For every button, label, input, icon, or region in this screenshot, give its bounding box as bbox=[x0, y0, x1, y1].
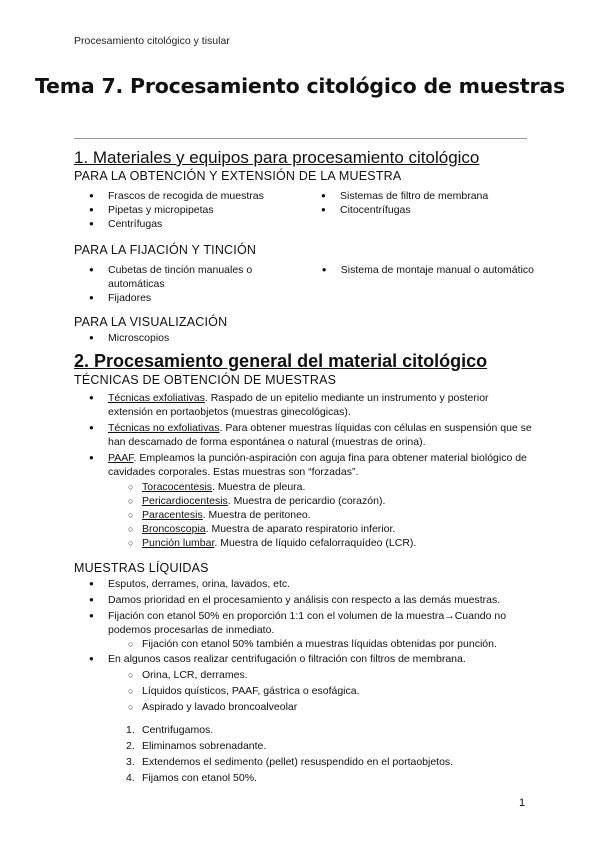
paaf-sublist bbox=[74, 480, 534, 550]
list-item: ● Cubetas de tinción manuales o automáticas bbox=[74, 263, 307, 291]
fijacion-list bbox=[74, 263, 534, 305]
tecnicas-heading: TÉCNICAS DE OBTENCIÓN DE MUESTRAS bbox=[74, 373, 337, 387]
list-item: ● Fijación con etanol 50% en proporción 1:1 con el volumen de la muestra→Cuando no podemos procesarlas de inmediato. bbox=[74, 609, 534, 637]
list-item: ● Sistemas de filtro de membrana bbox=[306, 189, 488, 203]
list-item: ○ Toracocentesis. Muestra de pleura. bbox=[74, 480, 534, 494]
list-item: 3. Extendemos el sedimento (pellet) resuspendido en el portaobjetos. bbox=[126, 756, 454, 768]
section-2-heading: 2. Procesamiento general del material citológico bbox=[74, 351, 488, 371]
list-item: ○ Pericardiocentesis. Muestra de pericardio (corazón). bbox=[74, 494, 534, 508]
list-item: ○ Orina, LCR, derrames. bbox=[74, 668, 534, 682]
list-item: ○ Líquidos quísticos, PAAF, gástrica o esofágica. bbox=[74, 684, 534, 698]
list-item: ● PAAF. Empleamos la punción-aspiración con aguja fina para obtener material biológico de cavidades corporales. Estas muestras son “forzadas”. bbox=[74, 451, 534, 479]
centrifugacion-sublist bbox=[74, 668, 534, 714]
title-divider bbox=[74, 138, 527, 139]
list-item: ● Microscopios bbox=[74, 331, 534, 345]
list-item: 4. Fijamos con etanol 50%. bbox=[126, 772, 257, 784]
list-item: ● Frascos de recogida de muestras bbox=[74, 189, 306, 203]
list-item: ● Damos prioridad en el procesamiento y análisis con respecto a las demás muestras. bbox=[74, 593, 534, 607]
liquidas-heading: MUESTRAS LÍQUIDAS bbox=[74, 561, 209, 575]
fijacion-heading: PARA LA FIJACIÓN Y TINCIÓN bbox=[74, 243, 257, 257]
list-item: ● Pipetas y micropipetas bbox=[74, 203, 306, 217]
list-item: ○ Fijación con etanol 50% también a muestras líquidas obtenidas por punción. bbox=[74, 637, 534, 651]
list-item: ○ Broncoscopia. Muestra de aparato respiratorio inferior. bbox=[74, 522, 534, 536]
visualizacion-list bbox=[74, 331, 534, 345]
list-item: ● Fijadores bbox=[74, 291, 307, 305]
list-item: ○ Paracentesis. Muestra de peritoneo. bbox=[74, 508, 534, 522]
section-1-heading: 1. Materiales y equipos para procesamiento citológico bbox=[74, 148, 480, 167]
page-header: Procesamiento citológico y tisular bbox=[74, 35, 230, 47]
list-item: 1. Centrifugamos. bbox=[126, 724, 214, 736]
page-number: 1 bbox=[519, 797, 526, 809]
page-title: Tema 7. Procesamiento citológico de muestras bbox=[34, 74, 566, 98]
list-item: ● En algunos casos realizar centrifugación o filtración con filtros de membrana. bbox=[74, 652, 534, 666]
list-item: ● Técnicas exfoliativas. Raspado de un epitelio mediante un instrumento y posterior extensión en portaobjetos (muestras ginecológicas). bbox=[74, 391, 534, 419]
liquidas-list-cont bbox=[74, 652, 534, 666]
steps-list bbox=[74, 723, 534, 785]
tecnicas-list bbox=[74, 391, 534, 479]
list-item: 2. Eliminamos sobrenadante. bbox=[126, 740, 267, 752]
list-item: ○ Aspirado y lavado broncoalveolar bbox=[74, 700, 534, 714]
list-item: ● Centrífugas bbox=[74, 217, 306, 231]
obtencion-list bbox=[74, 189, 534, 231]
liquidas-list bbox=[74, 577, 534, 637]
list-item: ● Esputos, derrames, orina, lavados, etc. bbox=[74, 577, 534, 591]
list-item: ● Citocentrífugas bbox=[306, 203, 488, 217]
document-body bbox=[74, 145, 534, 785]
list-item: ○ Punción lumbar. Muestra de líquido cefalorraquídeo (LCR). bbox=[74, 536, 534, 550]
list-item: ● Técnicas no exfoliativas. Para obtener muestras líquidas con células en suspensión que se han descamado de forma espontánea o natural (muestras de orina). bbox=[74, 421, 534, 449]
fijacion-sublist bbox=[74, 637, 534, 651]
obtencion-heading: PARA LA OBTENCIÓN Y EXTENSIÓN DE LA MUESTRA bbox=[74, 169, 402, 183]
visualizacion-heading: PARA LA VISUALIZACIÓN bbox=[74, 315, 228, 329]
list-item: ● Sistema de montaje manual o automático bbox=[307, 263, 534, 277]
